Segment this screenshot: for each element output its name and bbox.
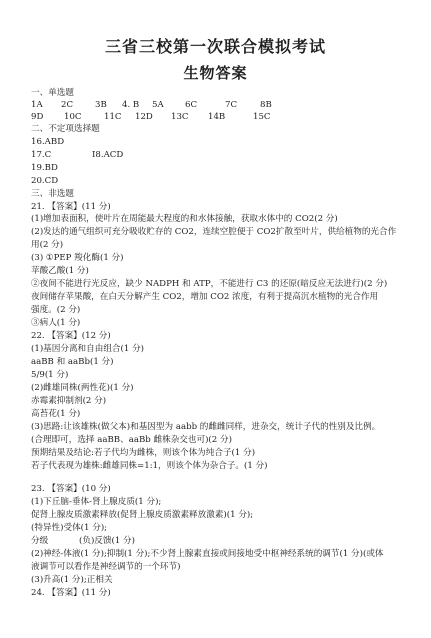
answer-17: 17.C — [31, 150, 52, 160]
answer-item: 1A — [31, 100, 43, 110]
answer-20: 20.CD — [31, 176, 59, 186]
question-22-header: 22. 【答案】(12 分) — [31, 331, 111, 341]
answer-16: 16.ABD — [31, 137, 65, 147]
answer-item: 12D — [135, 112, 153, 122]
text-line: (1)下丘脑-垂体-肾上腺皮质(1 分); — [31, 497, 162, 507]
text-line: 液调节可以看作是神经调节的一个环节) — [31, 562, 181, 572]
answer-19: 19.BD — [31, 163, 58, 173]
answer-item: 10C — [64, 112, 82, 122]
section-non-choice: 三、非选题 — [31, 189, 74, 199]
text-line: 若子代表现为雄株:雌雄同株=1:1，则该个体为杂合子。(1 分) — [31, 461, 268, 471]
exam-subtitle: 生物答案 — [183, 64, 248, 82]
text-line: 强度。(2 分) — [31, 305, 81, 315]
text-line: 预期结果及结论:若子代均为雌株，则该个体为纯合子(1 分) — [31, 448, 256, 458]
answer-item: 9D — [31, 112, 44, 122]
answer-item: 2C — [61, 100, 74, 110]
text-line: (2)雌雄同株(两性花)(1 分) — [31, 383, 134, 393]
answer-item: 15C — [253, 112, 271, 122]
answer-item: 4. B — [122, 100, 140, 110]
text-line: 高苔花(1 分) — [31, 409, 81, 419]
text-line: ②夜间不能进行光反应，缺少 NADPH 和 ATP，不能进行 C3 的还原(暗反应无法进行)(2 分) — [31, 279, 388, 289]
text-line: aaBB 和 aaBb(1 分) — [31, 357, 114, 367]
question-24-header: 24. 【答案】(11 分) — [31, 588, 111, 598]
question-21-header: 21. 【答案】(11 分) — [31, 202, 111, 212]
text-line: 分级 — [31, 536, 49, 546]
text-line: 促肾上腺皮质激素释放(促肾上腺皮质激素释放激素)(1 分); — [31, 510, 254, 520]
answer-item: 11C — [104, 112, 122, 122]
text-line: (特异性)受体(1 分); — [31, 523, 108, 533]
text-line: 夜间储存苹果酸，在白天分解产生 CO2，增加 CO2 浓度，有利于提高沉水植物的光合作用 — [31, 292, 379, 302]
text-line: (3)思路:让该雄株(做父本)和基因型为 aabb 的雌雌同样，进杂交，统计子代的性别及比例。 — [31, 422, 381, 432]
exam-title: 三省三校第一次联合模拟考试 — [104, 37, 326, 56]
text-line: 5/9(1 分) — [31, 370, 69, 380]
text-line: (3)升高(1 分);正相关 — [31, 575, 113, 585]
answer-item: 7C — [225, 100, 238, 110]
text-line: (2)发达的通气组织可充分吸收贮存的 CO2，连续空腔便于 CO2扩散至叶片，供给植物的光合作 — [31, 227, 397, 237]
text-line: (3) ①PEP 羧化酶(1 分) — [31, 253, 124, 263]
answer-item: 13C — [171, 112, 189, 122]
question-23-header: 23. 【答案】(10 分) — [31, 484, 111, 494]
answer-row-1-8 — [31, 100, 421, 110]
text-line: 用(2 分) — [31, 240, 64, 250]
text-line: (负)反馈(1 分) — [79, 536, 135, 546]
text-line: (1)基因分离和自由组合(1 分) — [31, 344, 145, 354]
text-line: (1)增加表面积，使叶片在周能最大程度的和水体接触，获取水体中的 CO2(2 分) — [31, 214, 338, 224]
answer-item: 8B — [260, 100, 272, 110]
answer-item: 3B — [95, 100, 107, 110]
text-line: ③病人(1 分) — [31, 318, 81, 328]
text-line: 赤霉素抑制剂(2 分) — [31, 396, 107, 406]
answer-item: 6C — [185, 100, 198, 110]
section-single-choice: 一、单选题 — [31, 88, 74, 98]
answer-item: 14B — [208, 112, 226, 122]
text-line: 苹酸乙酸(1 分) — [31, 266, 89, 276]
answer-row-9-15 — [31, 112, 421, 122]
answer-18: I8.ACD — [92, 150, 124, 160]
answer-item: 5A — [152, 100, 164, 110]
text-line: (合理即可，选择 aaBB、aaBb 雌株杂交也可)(2 分) — [31, 435, 232, 445]
text-line: (2)神经-体液(1 分);抑制(1 分);不少肾上腺素直接或间接地受中枢神经系统的调节(1 分)(或体 — [31, 549, 384, 559]
section-multi-choice: 二、不定项选择题 — [31, 124, 100, 134]
